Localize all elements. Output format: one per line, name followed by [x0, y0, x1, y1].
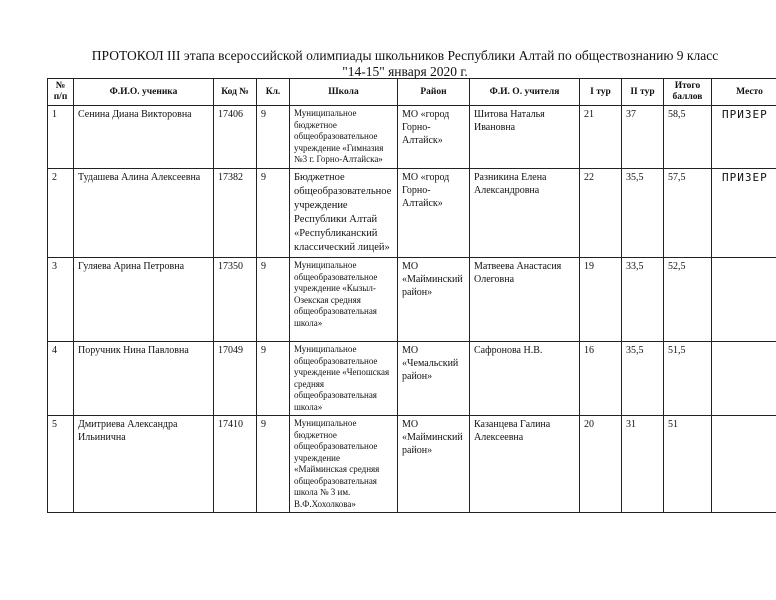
header-tour1: I тур — [580, 79, 622, 106]
cell-teacher: Шитова Наталья Ивановна — [470, 106, 580, 169]
header-name: Ф.И.О. ученика — [74, 79, 214, 106]
cell-place — [712, 342, 776, 416]
cell-district: МО «Майминский район» — [398, 258, 470, 342]
cell-tour1: 22 — [580, 169, 622, 258]
cell-grade: 9 — [257, 106, 290, 169]
cell-code: 17382 — [214, 169, 257, 258]
cell-code: 17406 — [214, 106, 257, 169]
header-school: Школа — [290, 79, 398, 106]
header-num: № п/п — [48, 79, 74, 106]
cell-district: МО «Майминский район» — [398, 416, 470, 513]
cell-place: ПРИЗЕР — [712, 106, 776, 169]
cell-name: Поручник Нина Павловна — [74, 342, 214, 416]
header-teacher: Ф.И. О. учителя — [470, 79, 580, 106]
cell-district: МО «город Горно-Алтайск» — [398, 169, 470, 258]
header-district: Район — [398, 79, 470, 106]
cell-code: 17350 — [214, 258, 257, 342]
cell-tour2: 35,5 — [622, 169, 664, 258]
cell-tour1: 21 — [580, 106, 622, 169]
header-row — [48, 79, 776, 106]
cell-tour2: 31 — [622, 416, 664, 513]
cell-tour1: 20 — [580, 416, 622, 513]
table-row — [48, 416, 776, 513]
header-total: Итого баллов — [664, 79, 712, 106]
cell-num: 4 — [48, 342, 74, 416]
cell-district: МО «город Горно-Алтайск» — [398, 106, 470, 169]
cell-grade: 9 — [257, 416, 290, 513]
cell-num: 1 — [48, 106, 74, 169]
cell-tour2: 33,5 — [622, 258, 664, 342]
cell-teacher: Казанцева Галина Алексеевна — [470, 416, 580, 513]
cell-total: 57,5 — [664, 169, 712, 258]
cell-teacher: Разникина Елена Александровна — [470, 169, 580, 258]
results-table — [47, 78, 776, 513]
cell-code: 17049 — [214, 342, 257, 416]
cell-school: Муниципальное общеобразовательное учреждение «Кызыл-Озекская средняя общеобразовательная школа» — [290, 258, 398, 342]
cell-grade: 9 — [257, 258, 290, 342]
cell-code: 17410 — [214, 416, 257, 513]
cell-school: Муниципальное бюджетное общеобразовательное учреждение «Майминская средняя общеобразовательная школа № 3 им. В.Ф.Хохолкова» — [290, 416, 398, 513]
cell-place — [712, 258, 776, 342]
table-row — [48, 169, 776, 258]
cell-school: Муниципальное бюджетное общеобразовательное учреждение «Гимназия №3 г. Горно-Алтайска» — [290, 106, 398, 169]
cell-total: 52,5 — [664, 258, 712, 342]
cell-num: 3 — [48, 258, 74, 342]
title-line-2: "14-15" января 2020 г. — [342, 64, 468, 79]
cell-name: Дмитриева Александра Ильинична — [74, 416, 214, 513]
cell-school: Бюджетное общеобразовательное учреждение Республики Алтай «Республиканский классический лицей» — [290, 169, 398, 258]
table-row — [48, 342, 776, 416]
cell-name: Тудашева Алина Алексеевна — [74, 169, 214, 258]
cell-name: Сенина Диана Викторовна — [74, 106, 214, 169]
header-place: Место — [712, 79, 776, 106]
cell-tour1: 19 — [580, 258, 622, 342]
header-code: Код № — [214, 79, 257, 106]
cell-tour2: 35,5 — [622, 342, 664, 416]
header-tour2: II тур — [622, 79, 664, 106]
cell-place: ПРИЗЕР — [712, 169, 776, 258]
cell-num: 5 — [48, 416, 74, 513]
cell-num: 2 — [48, 169, 74, 258]
cell-total: 51 — [664, 416, 712, 513]
table-row — [48, 258, 776, 342]
cell-total: 51,5 — [664, 342, 712, 416]
table-row — [48, 106, 776, 169]
cell-total: 58,5 — [664, 106, 712, 169]
protocol-title — [60, 48, 750, 80]
header-grade: Кл. — [257, 79, 290, 106]
cell-district: МО «Чемальский район» — [398, 342, 470, 416]
cell-teacher: Матвеева Анастасия Олеговна — [470, 258, 580, 342]
cell-tour1: 16 — [580, 342, 622, 416]
title-line-1: ПРОТОКОЛ III этапа всероссийской олимпиады школьников Республики Алтай по обществознанию 9 класс — [91, 48, 719, 63]
cell-school: Муниципальное общеобразовательное учреждение «Чепошская средняя общеобразовательная школа» — [290, 342, 398, 416]
cell-grade: 9 — [257, 342, 290, 416]
cell-teacher: Сафронова Н.В. — [470, 342, 580, 416]
cell-tour2: 37 — [622, 106, 664, 169]
cell-place — [712, 416, 776, 513]
cell-name: Гуляева Арина Петровна — [74, 258, 214, 342]
cell-grade: 9 — [257, 169, 290, 258]
